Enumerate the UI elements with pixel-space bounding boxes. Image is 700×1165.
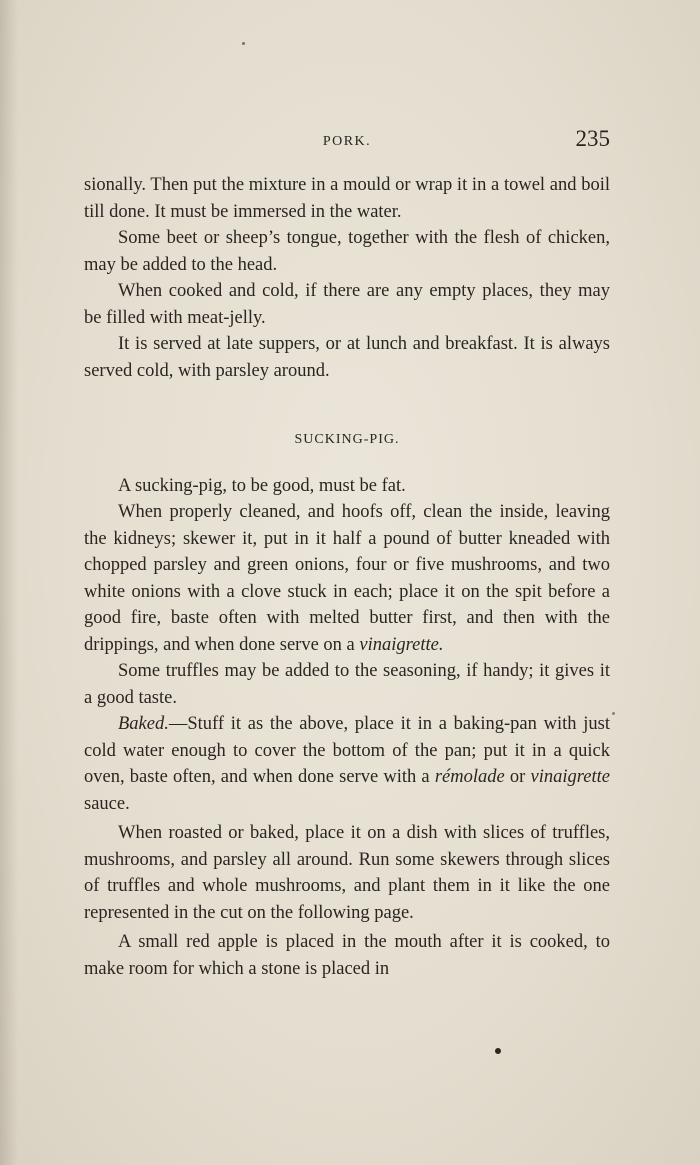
ink-speck: [242, 42, 245, 45]
paragraph-fat: A sucking-pig, to be good, must be fat.: [118, 475, 406, 496]
roasting-italic: vinaigrette.: [359, 634, 444, 655]
baked-remolade: rémolade: [434, 767, 505, 787]
body-text: [84, 172, 610, 982]
paragraph-garnish: When roasted or baked, place it on a dish with slices of truffles, mushrooms, and parsley all around. Run some skewers through slices of truffles and whole mushrooms, and plant them in it like the one represented in the cut on the following page.: [84, 823, 610, 923]
roasting-text: When properly cleaned, and hoofs off, clean the inside, leaving the kidneys; skewer it, put in it half a pound of butter kneaded with chopped parsley and green onions, four or five mushrooms, and two white onions with a clove stuck in each; place it on the spit before a good fire, baste often with melted butter first, and then with the drippings, and when done serve on a: [84, 502, 610, 655]
section-title: SUCKING-PIG.: [294, 432, 400, 447]
page-number: 235: [575, 126, 610, 151]
paragraph-apple: A small red apple is placed in the mouth after it is cooked, to make room for which a stone is placed in: [84, 932, 610, 979]
paragraph-baked: [84, 711, 610, 817]
baked-end: sauce.: [84, 793, 130, 814]
paragraph-roasting: [84, 499, 610, 658]
ink-speck: [612, 712, 615, 715]
paragraph-continued: sionally. Then put the mixture in a mould or wrap it in a towel and boil till done. It must be immersed in the water.: [84, 175, 610, 222]
paragraph-truffles: Some truffles may be added to the seasoning, if handy; it gives it a good taste.: [84, 661, 610, 708]
running-head: [84, 126, 610, 156]
paragraph-tongue: Some beet or sheep’s tongue, together with the flesh of chicken, may be added to the head.: [84, 228, 610, 275]
running-title: PORK.: [322, 134, 372, 149]
baked-text: —Stuff it as the above, place it in a baking-pan with just cold water enough to cover the bottom of the pan; put it in a quick oven, baste often, and when done serve with a: [84, 714, 610, 787]
baked-lead: Baked.: [118, 714, 169, 734]
baked-or: or: [504, 767, 531, 787]
paragraph-serving: It is served at late suppers, or at lunch and breakfast. It is always served cold, with parsley around.: [84, 334, 610, 381]
baked-vinaigrette: vinaigrette: [530, 767, 610, 787]
ink-speck: [495, 1048, 501, 1054]
page-edge-shadow: [0, 0, 18, 1165]
paragraph-jelly: When cooked and cold, if there are any empty places, they may be filled with meat-jelly.: [84, 281, 610, 328]
